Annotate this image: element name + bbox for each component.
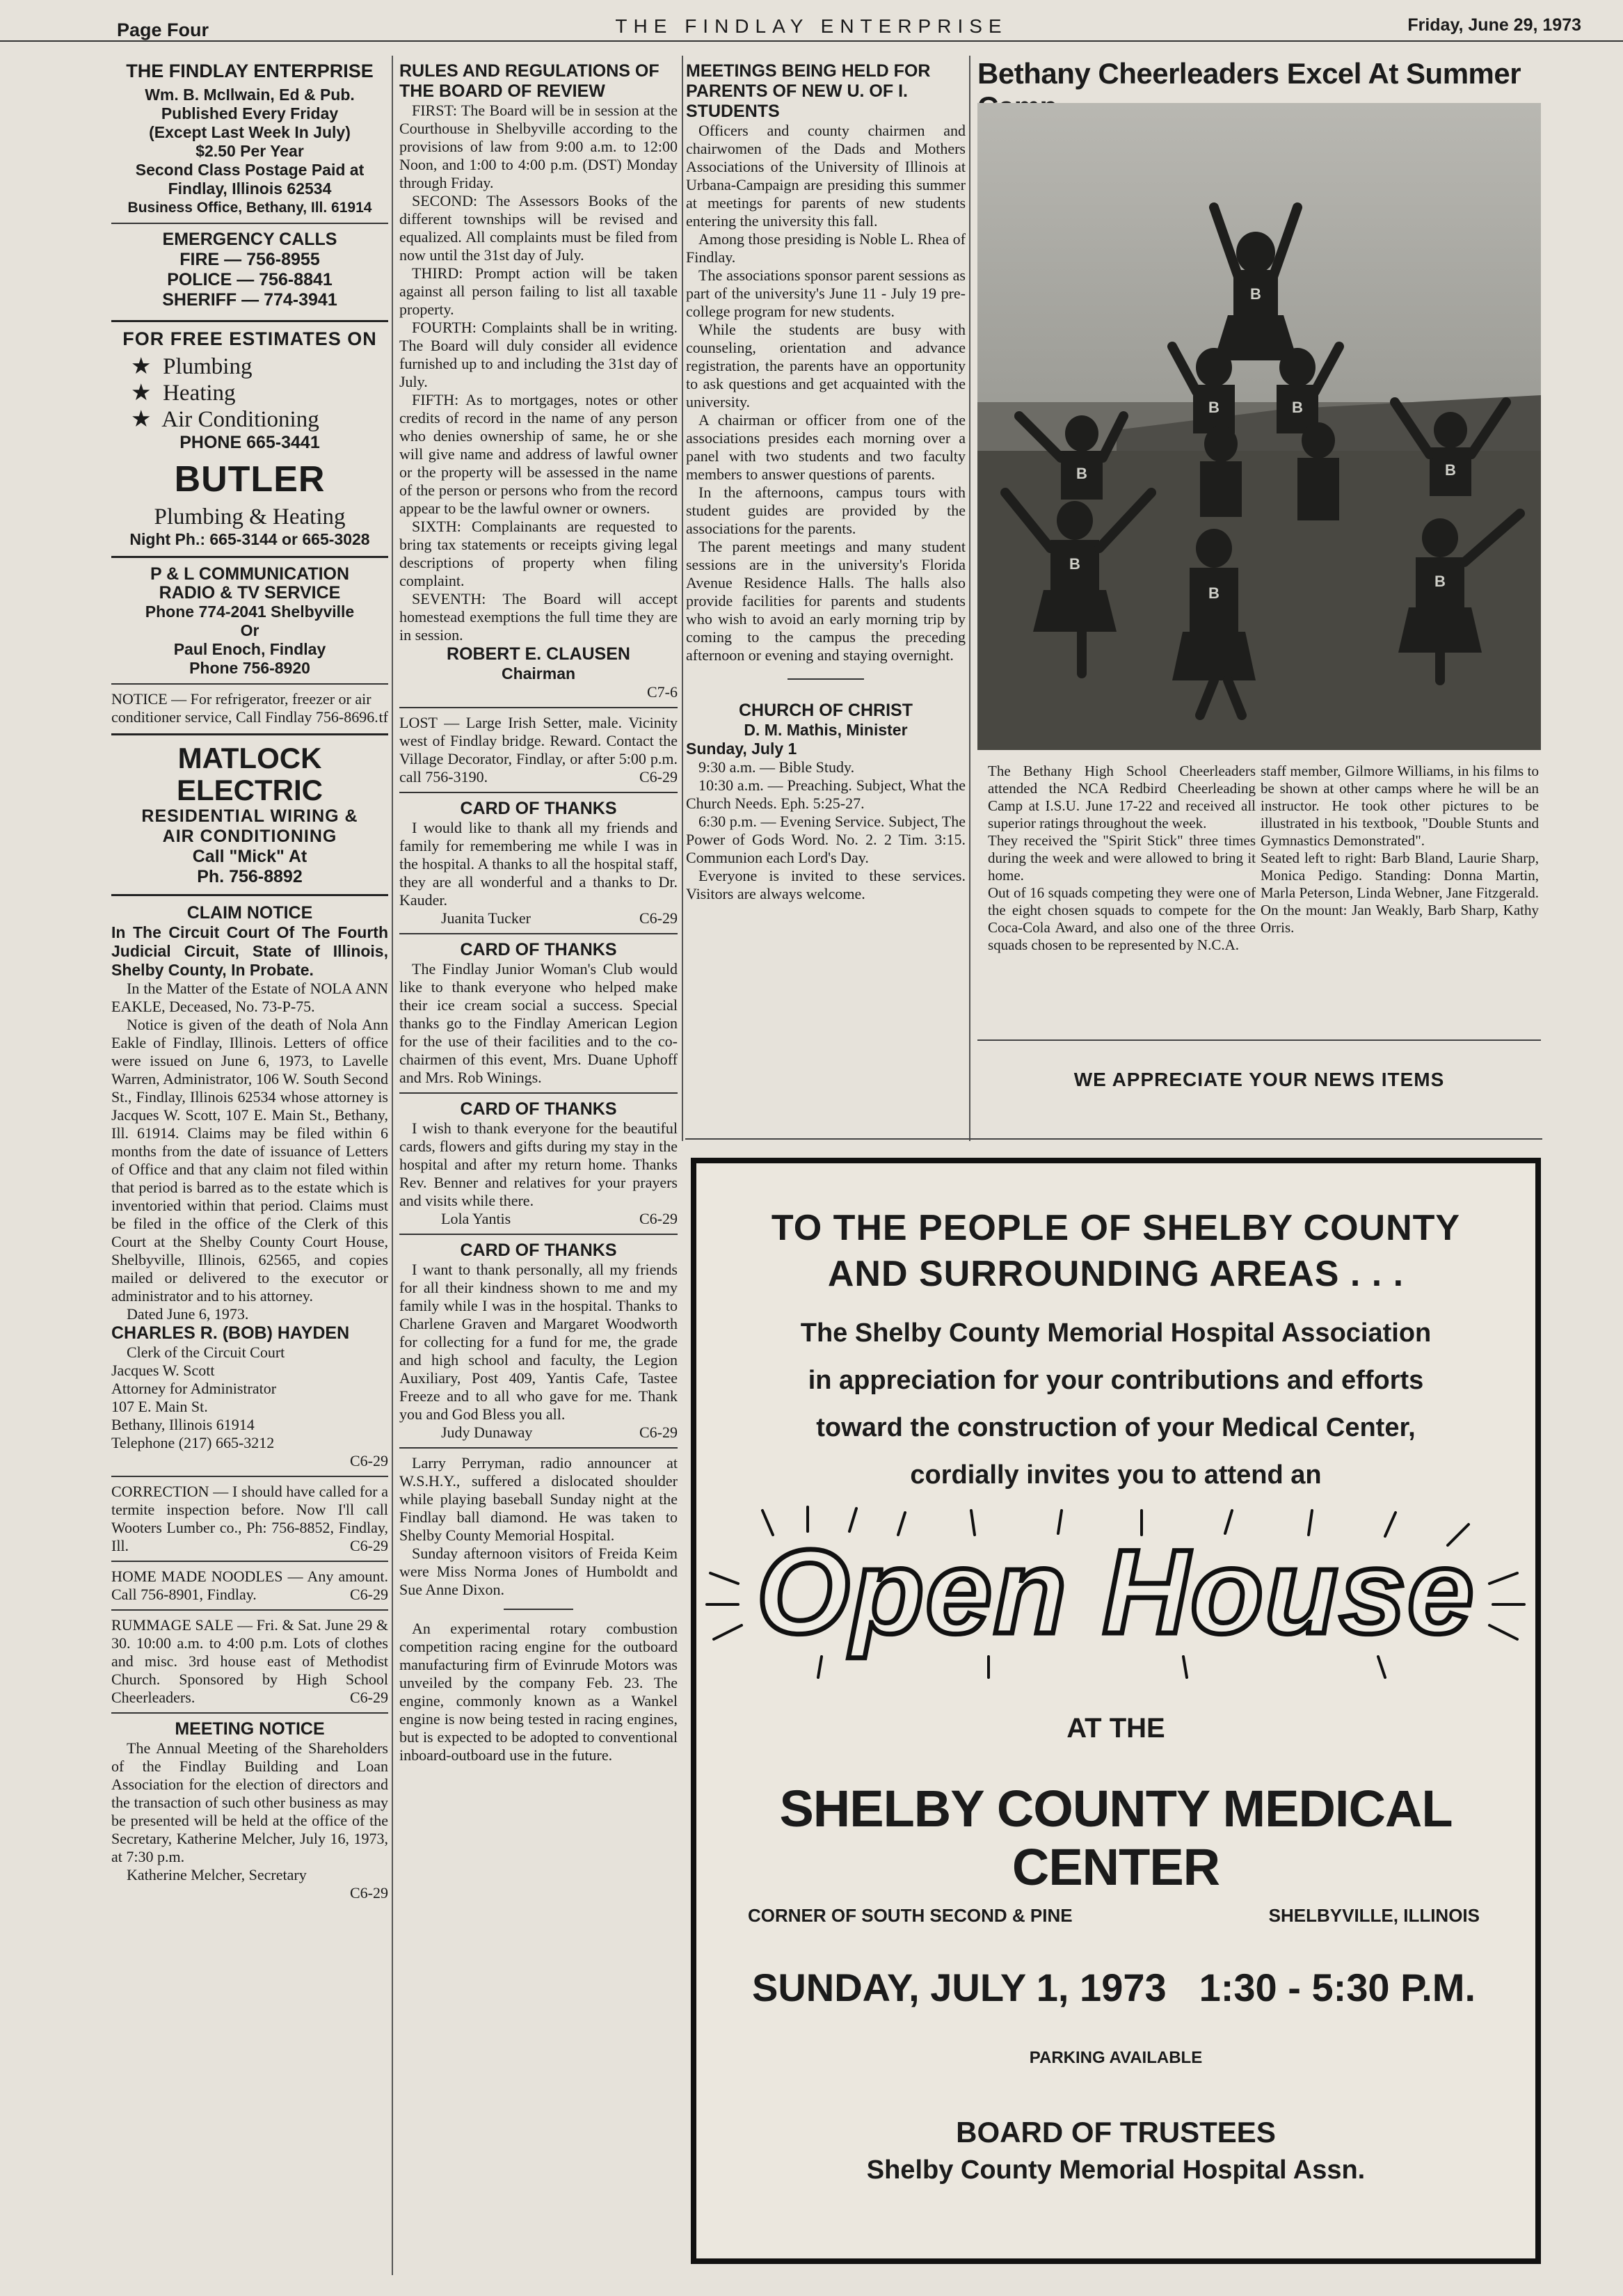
- service-item: [131, 353, 388, 380]
- butler-name: BUTLER: [174, 459, 326, 500]
- divider: [399, 1092, 678, 1094]
- lost-notice: [399, 714, 678, 786]
- meetings-paragraph: Officers and county chairmen and chairwomen of the Dads and Mothers Associations of the University of Illinois at Urbana-Campaign are presiding this summer at meetings for parents of new students entering the university this fall.: [686, 122, 966, 230]
- news-item: Sunday afternoon visitors of Freida Keim were Miss Norma Jones of Humboldt and Sue Anne Dixon.: [399, 1545, 678, 1598]
- service-label: Air Conditioning: [161, 407, 319, 432]
- ad-center-name: SHELBY COUNTY MEDICAL CENTER: [779, 1780, 1453, 1896]
- church-item: 6:30 p.m. — Evening Service. Subject, The Power of Gods Word. No. 2. 2 Tim. 3:15. Communion each Lord's Day.: [686, 813, 966, 866]
- star-icon: ★: [131, 407, 152, 432]
- rules-signer-title: Chairman: [501, 664, 576, 683]
- refrigerator-notice: [111, 690, 388, 726]
- rummage-notice: [111, 1616, 388, 1707]
- ad-line: cordially invites you to attend an: [910, 1460, 1322, 1490]
- svg-text:B: B: [1292, 399, 1303, 416]
- matlock-ad: [111, 742, 388, 887]
- meetings-article: [686, 61, 966, 664]
- lost-text: LOST — Large Irish Setter, male. Vicinity west of Findlay bridge. Reward. Contact the Village Decorator, Findlay, or after 5:00 p.m. call 756-3190.: [399, 714, 678, 786]
- notice-text: NOTICE — For refrigerator, freezer or air conditioner service, Call Findlay 756-8696.: [111, 690, 378, 726]
- svg-text:B: B: [1076, 465, 1087, 482]
- matlock-name: MATLOCK ELECTRIC: [177, 742, 323, 806]
- ad-address: CORNER OF SOUTH SECOND & PINE: [748, 1905, 1073, 1926]
- matlock-line: Call "Mick" At: [192, 847, 307, 866]
- card-title: CARD OF THANKS: [460, 940, 617, 959]
- caption-left: [988, 763, 1256, 1027]
- ad-association: Shelby County Memorial Hospital Assn.: [866, 2155, 1366, 2185]
- church-title: CHURCH OF CHRIST: [739, 701, 913, 720]
- attorney-line: Bethany, Illinois 61914: [111, 1416, 255, 1433]
- rules-paragraph: FOURTH: Complaints shall be in writing. The Board will duly consider all evidence furnished up to and including the 31st day of July.: [399, 319, 678, 390]
- feature-headline-wrap: [977, 57, 1541, 99]
- ad-code: C6-29: [350, 1884, 388, 1902]
- column-rule: [392, 56, 393, 2275]
- ad-code: C6-29: [639, 1424, 678, 1441]
- meeting-signer: Katherine Melcher, Secretary: [127, 1866, 307, 1883]
- short-rule: [787, 678, 864, 680]
- divider: [399, 1447, 678, 1449]
- meetings-paragraph: The parent meetings and many student sessions are in the university's Florida Avenue Residence Halls. The halls also provide facilities for parents and students who wish to avoid an early morning trip by coming to the campus the preceding afternoon or evening and staying overnight.: [686, 538, 966, 664]
- service-label: Plumbing: [163, 354, 253, 379]
- ad-code: C6-29: [350, 1586, 388, 1603]
- divider: [399, 1234, 678, 1235]
- meetings-paragraph: The associations sponsor parent sessions as part of the university's June 11 - July 19 pre-college program for new students.: [686, 266, 966, 320]
- feature-headline: Bethany Cheerleaders Excel At Summer: [977, 57, 1521, 90]
- emergency-title: EMERGENCY CALLS: [162, 230, 337, 249]
- divider: [111, 223, 388, 224]
- attorney-line: Telephone (217) 665-3212: [111, 1434, 275, 1451]
- rules-paragraph: THIRD: Prompt action will be taken against all person failing to list all taxable property.: [399, 264, 678, 318]
- ad-code: C6-29: [350, 1452, 388, 1469]
- column-1: [111, 61, 388, 2274]
- ad-city: SHELBYVILLE, ILLINOIS: [1268, 1905, 1480, 1926]
- rummage-text: RUMMAGE SALE — Fri. & Sat. June 29 & 30. 10:00 a.m. to 4:00 p.m. Lots of clothes and misc. 3rd house east of Methodist Church. Sponsored by High School Cheerleaders.: [111, 1616, 388, 1706]
- column-rule: [969, 56, 970, 1141]
- ad-code: C6-29: [350, 1689, 388, 1706]
- church-item: 10:30 a.m. — Preaching. Subject, What the Church Needs. Eph. 5:25-27.: [686, 776, 966, 812]
- masthead-title: THE FINDLAY ENTERPRISE: [615, 15, 1008, 37]
- cheerleaders-photo: [977, 103, 1541, 750]
- divider: [111, 556, 388, 558]
- short-rule: [504, 1609, 573, 1610]
- ad-at-the: AT THE: [1066, 1713, 1165, 1744]
- meetings-paragraph: A chairman or officer from one of the associations presides each morning over a panel with two students and two faculty members to answer questions of parents.: [686, 411, 966, 483]
- emergency-calls: [111, 230, 388, 310]
- meeting-text: The Annual Meeting of the Shareholders of the Findlay Building and Loan Association for the election of directors and the transaction of such other business as may be presented will be held at the office of the Secretary, Katherine Melcher, July 16, 1973, at 7:30 p.m.: [111, 1739, 388, 1865]
- ad-line: toward the construction of your Medical Center,: [816, 1413, 1416, 1442]
- claim-subtitle: In The Circuit Court Of The Fourth Judicial Circuit, State of Illinois, Shelby County, In Probate.: [111, 923, 388, 979]
- pl-line: Or: [240, 621, 259, 639]
- card-text: I want to thank personally, all my friends for all their kindness shown to me and my family while I was in the hospital. Thanks to Charlene Graven and Margaret Woodworth for collecting for a fund for me, the grade and high school and faculty, the Legion Auxiliary, Post 409, Yantis Cafe, Tastee Freeze and to all who gave for me. Thank you and God Bless you all.: [399, 1261, 678, 1423]
- card-of-thanks-4: [399, 1241, 678, 1442]
- butler-ad: [111, 329, 388, 549]
- ad-headline-2: AND SURROUNDING AREAS . . .: [827, 1254, 1405, 1294]
- card-text: I would like to thank all my friends and family for remembering me while I was in the hospital. A thanks to all the hospital staff, they are all wonderful and a thanks to Dr. Kauder.: [399, 819, 678, 909]
- claim-paragraph: In the Matter of the Estate of NOLA ANN EAKLE, Deceased, No. 73-P-75.: [111, 980, 388, 1015]
- divider: [111, 733, 388, 735]
- issue-date: Friday, June 29, 1973: [1407, 15, 1581, 35]
- rules-title: RULES AND REGULATIONS OF THE BOARD OF REVIEW: [399, 61, 659, 101]
- police-phone: POLICE — 756-8841: [167, 270, 333, 289]
- ad-date: SUNDAY, JULY 1, 1973: [752, 1966, 1167, 2009]
- noodles-notice: [111, 1568, 388, 1604]
- card-title: CARD OF THANKS: [460, 1099, 617, 1119]
- claim-title: CLAIM NOTICE: [186, 903, 313, 923]
- page-label: Page Four: [117, 19, 209, 40]
- rules-paragraph: FIRST: The Board will be in session at the Courthouse in Shelbyville according to the provisions of law from 9:00 a.m. to 12:00 Noon, and 1:00 to 4:00 p.m. (DST) Monday through Friday.: [399, 102, 678, 191]
- news-item: An experimental rotary combustion competition racing engine for the outboard manufacturing firm of Evinrude Motors was unveiled by the company Feb. 23. The engine, commonly known as a Wankel engine is now being tested in racing engines, but is expected to be adopted to conventional inboard-outboard use in the future.: [399, 1620, 678, 1764]
- ad-line: in appreciation for your contributions and efforts: [808, 1366, 1424, 1395]
- column-rule: [682, 56, 683, 1141]
- pl-line: P & L COMMUNICATION: [150, 564, 350, 584]
- masthead-line: Findlay, Illinois 62534: [168, 180, 332, 198]
- card-signer: Lola Yantis: [441, 1210, 511, 1227]
- church-item: Everyone is invited to these services. Visitors are always welcome.: [686, 867, 966, 902]
- meetings-title: MEETINGS BEING HELD FOR PARENTS OF NEW U. OF I. STUDENTS: [686, 61, 931, 121]
- claim-paragraph: Notice is given of the death of Nola Ann Eakle of Findlay, Illinois. Letters of office were issued on June 6, 1973, to Lavelle Warren, Administrator, 106 W. South Second St., Findlay, Illinois 62534 whose attorney is Jacques W. Scott, 107 E. Main St., Bethany, Ill. 61914. Claims may be filed within 6 months from the date of issuance of Letters of Office and that any claim not filed within that period is barred as to the estate which is inventoried within that period. Claims must be filed in the office of the Clerk of this Court at the Shelby County Court House, Shelbyville, Illinois, 62565, and copies mailed or delivered to the executor or administrator and to his attorney.: [111, 1016, 388, 1305]
- open-house-ad: [691, 1158, 1541, 2264]
- sheriff-phone: SHERIFF — 774-3941: [162, 290, 337, 310]
- ad-code: C6-29: [350, 1537, 388, 1554]
- caption-right: [1261, 763, 1539, 1027]
- page-header: [0, 0, 1623, 42]
- masthead-line: Second Class Postage Paid at: [135, 161, 365, 179]
- rules-paragraph: FIFTH: As to mortgages, notes or other credits of record in the name of any person who denies ownership of same, he or she will give name and address of lawful owner or the property will be assessed in the name of the person or persons who from the record appear to be the lawful owner or owners.: [399, 391, 678, 517]
- correction-notice: [111, 1483, 388, 1555]
- column-2: [399, 61, 678, 2274]
- butler-phone: PHONE 665-3441: [179, 433, 320, 452]
- ad-code: C6-29: [639, 1210, 678, 1227]
- svg-text:B: B: [1208, 584, 1220, 602]
- svg-text:B: B: [1208, 399, 1220, 416]
- svg-text:B: B: [1250, 285, 1261, 303]
- divider: [111, 1476, 388, 1477]
- matlock-line: AIR CONDITIONING: [162, 827, 337, 846]
- column-3: [686, 61, 966, 1136]
- divider: [399, 792, 678, 793]
- church-minister: D. M. Mathis, Minister: [744, 721, 908, 739]
- ad-code: C7-6: [647, 683, 678, 701]
- ad-time: 1:30 - 5:30 P.M.: [1199, 1966, 1476, 2009]
- butler-subtitle: Plumbing & Heating: [154, 504, 346, 529]
- star-icon: ★: [131, 381, 152, 406]
- pl-line: Phone 756-8920: [189, 659, 310, 677]
- masthead-box-title: THE FINDLAY ENTERPRISE: [126, 61, 374, 81]
- divider: [399, 933, 678, 934]
- divider: [111, 1561, 388, 1562]
- rules-regulations: [399, 61, 678, 701]
- claim-dated: Dated June 6, 1973.: [127, 1305, 249, 1323]
- ad-parking: PARKING AVAILABLE: [1029, 2048, 1203, 2067]
- divider: [111, 894, 388, 896]
- svg-text:B: B: [1434, 573, 1446, 590]
- church-item: 9:30 a.m. — Bible Study.: [698, 758, 855, 776]
- service-item: [131, 380, 388, 406]
- noodles-text: HOME MADE NOODLES — Any amount. Call 756-8901, Findlay.: [111, 1568, 388, 1603]
- meetings-paragraph: Among those presiding is Noble L. Rhea of Findlay.: [686, 230, 966, 266]
- section-rule: [685, 1138, 1542, 1140]
- pl-line: RADIO & TV SERVICE: [159, 583, 341, 603]
- rules-paragraph: SECOND: The Assessors Books of the different townships will be revised and equalized. All complaints must be filed from now until the 31st day of July.: [399, 192, 678, 264]
- card-signer: Judy Dunaway: [441, 1424, 533, 1441]
- attorney-line: Jacques W. Scott: [111, 1362, 215, 1379]
- fire-phone: FIRE — 756-8955: [179, 250, 320, 269]
- ad-headline-1: TO THE PEOPLE OF SHELBY COUNTY: [771, 1208, 1461, 1248]
- cheerleaders-illustration: [977, 103, 1541, 750]
- pl-line: Phone 774-2041 Shelbyville: [145, 603, 355, 621]
- correction-text: CORRECTION — I should have called for a termite inspection before. Now I'll call Wooters Lumber co., Ph: 756-8852, Findlay, Ill.: [111, 1483, 388, 1554]
- masthead-box: [111, 61, 388, 217]
- claim-notice: [111, 903, 388, 1470]
- masthead-line: $2.50 Per Year: [195, 142, 304, 160]
- appreciate-line: WE APPRECIATE YOUR NEWS ITEMS: [1073, 1069, 1445, 1090]
- masthead-line: Wm. B. McIlwain, Ed & Pub.: [145, 86, 355, 104]
- open-house-banner: [696, 1507, 1535, 1681]
- ad-board: BOARD OF TRUSTEES: [956, 2116, 1276, 2148]
- card-signer: Juanita Tucker: [441, 909, 531, 927]
- card-text: The Findlay Junior Woman's Club would like to thank everyone who helped make their ice cream social a success. Special thanks go to the Findlay American Legion for the use of their facilities and to the co-chairmen of this event, Mrs. Duane Uphoff and Mrs. Rob Winings.: [399, 960, 678, 1086]
- attorney-line: 107 E. Main St.: [111, 1398, 208, 1415]
- feature-rule: [977, 1039, 1541, 1041]
- claim-signer-title: Clerk of the Circuit Court: [127, 1344, 285, 1361]
- service-item: [131, 406, 388, 433]
- rules-signer: ROBERT E. CLAUSEN: [447, 644, 630, 664]
- attorney-line: Attorney for Administrator: [111, 1380, 277, 1397]
- church-day: Sunday, July 1: [686, 740, 797, 758]
- divider: [111, 320, 388, 322]
- ad-code: C6-29: [639, 909, 678, 927]
- matlock-line: RESIDENTIAL WIRING &: [141, 806, 358, 826]
- rules-paragraph: SEVENTH: The Board will accept homestead exemptions the full time they are in session.: [399, 590, 678, 644]
- card-of-thanks-3: [399, 1099, 678, 1228]
- rules-paragraph: SIXTH: Complainants are requested to bring tax statements or receipts giving legal descriptions of property when filing complaint.: [399, 518, 678, 589]
- ad-line: The Shelby County Memorial Hospital Association: [800, 1318, 1432, 1348]
- butler-ad-heading: FOR FREE ESTIMATES ON: [122, 328, 377, 349]
- notice-tag: tf: [378, 708, 388, 726]
- divider: [111, 1712, 388, 1714]
- masthead-line: Business Office, Bethany, Ill. 61914: [127, 200, 372, 216]
- masthead-line: (Except Last Week In July): [149, 123, 351, 141]
- star-icon: ★: [131, 354, 152, 379]
- pl-communication-ad: [111, 565, 388, 678]
- divider: [111, 683, 388, 685]
- claim-signer: CHARLES R. (BOB) HAYDEN: [111, 1323, 350, 1343]
- card-title: CARD OF THANKS: [460, 1241, 617, 1260]
- card-text: I wish to thank everyone for the beautiful cards, flowers and gifts during my stay in the hospital and after my return home. Thanks Rev. Benner and relatives for your prayers and visits while there.: [399, 1119, 678, 1209]
- caption-left-text: The Bethany High School Cheerleaders attended the NCA Redbird Cheerleading Camp at I.S.U. June 17-22 and received all superior ratings throughout the week. They received the "Spirit Stick" three times during the week and were allowed to bring it home. Out of 16 squads competing they were one of the eight chosen squads to compete for the Coca-Cola Award, and also one of the three squads chosen to be represented by N.C.A.: [988, 763, 1256, 953]
- meeting-title: MEETING NOTICE: [175, 1719, 325, 1739]
- caption-right-text: staff member, Gilmore Williams, in his films to be shown at other camps where he will be an instructor. He took other pictures to be illustrated in his textbook, "Double Stunts and Gymnastics Demonstrated". Seated left to right: Barb Bland, Laurie Sharp, Monica Pedigo. Standing: Donna Martin, Marla Peterson, Linda Webner, Jane Fitzgerald. On the mount: Jan Weakly, Barb Sharp, Kathy Orris.: [1261, 763, 1539, 936]
- divider: [111, 1609, 388, 1611]
- svg-text:B: B: [1069, 555, 1080, 573]
- matlock-line: Ph. 756-8892: [197, 867, 303, 886]
- meeting-notice: [111, 1719, 388, 1902]
- open-house-title: Open House: [756, 1525, 1476, 1659]
- pl-line: Paul Enoch, Findlay: [173, 640, 326, 658]
- butler-night-phone: Night Ph.: 665-3144 or 665-3028: [129, 530, 370, 548]
- card-title: CARD OF THANKS: [460, 799, 617, 818]
- divider: [399, 707, 678, 708]
- card-of-thanks-2: [399, 940, 678, 1087]
- service-label: Heating: [163, 381, 236, 406]
- church-notice: [686, 701, 966, 903]
- card-of-thanks-1: [399, 799, 678, 927]
- ad-code: C6-29: [639, 768, 678, 786]
- meetings-paragraph: While the students are busy with counseling, orientation and advance registration, the parents have an opportunity to ask questions and get acquainted with the university.: [686, 321, 966, 410]
- masthead-line: Published Every Friday: [161, 104, 339, 122]
- svg-text:B: B: [1445, 461, 1456, 479]
- news-item: Larry Perryman, radio announcer at W.S.H.Y., suffered a dislocated shoulder while playing baseball Sunday night at the Findlay ball diamond. He was taken to Shelby County Memorial Hospital.: [399, 1454, 678, 1544]
- meetings-paragraph: In the afternoons, campus tours with student guides are provided by the associations for the parents.: [686, 484, 966, 537]
